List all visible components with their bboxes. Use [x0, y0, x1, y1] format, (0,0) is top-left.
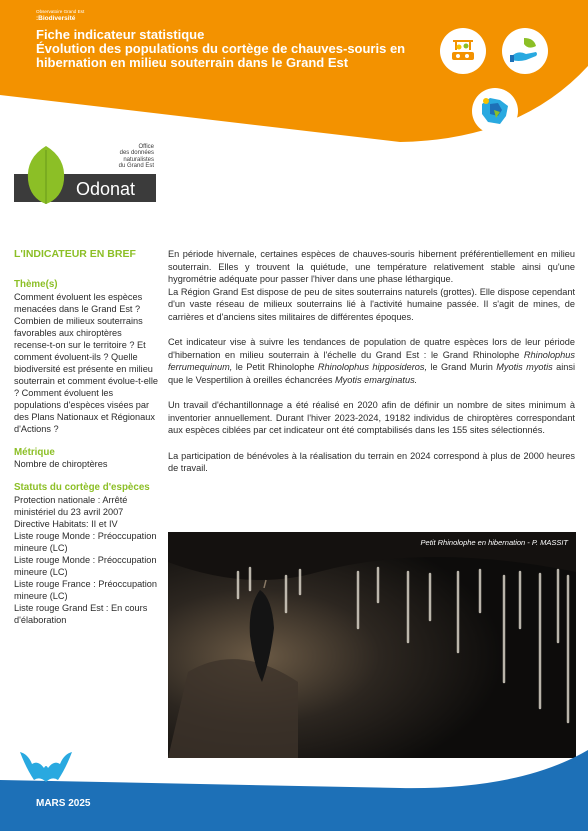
header-band: [0, 0, 588, 150]
footer-band: [0, 740, 588, 831]
statuts-line: Liste rouge Grand Est : En cours d'élaboration: [14, 602, 148, 625]
species-name: Rhinolophus hipposideros,: [317, 362, 428, 372]
blue-footer-shape: [0, 740, 588, 831]
page-title: Évolution des populations du cortège de chauves-souris en hibernation en milieu souterrain dans le Grand Est: [36, 41, 406, 70]
statuts-line: Protection nationale : Arrêté ministériel du 23 avril 2007: [14, 494, 128, 517]
observatoire-line2: :Biodiversité: [36, 14, 76, 22]
leaf-logo-icon: [20, 144, 72, 206]
statuts-line: Directive Habitats: II et IV: [14, 518, 118, 529]
title-block: [36, 28, 426, 70]
theme-text: Comment évoluent les espèces menacées dans le Grand Est ? Combien de milieux souterrains favorables aux chiroptères recense-t-on sur le territoire ? Et comment évoluent-ils ? Quelle biodiversité est présente en milieu souterrain et comment évolue-t-elle ? Comment évoluent les populations d'espèces visées par des Plans Nationaux et Régionaux d'Actions ?: [14, 291, 159, 434]
office-text: Office des données naturalistes du Grand Est: [118, 144, 154, 170]
statuts-list: [14, 494, 160, 626]
odonat-name: Odonat: [76, 179, 136, 199]
photo-caption: Petit Rhinolophe en hibernation - P. MASSIT: [420, 538, 568, 547]
bref-title: L'INDICATEUR EN BREF: [14, 248, 136, 260]
bat-icon: [18, 746, 74, 786]
odonat-logo: [14, 144, 156, 206]
statuts-line: Liste rouge Monde : Préoccupation mineure (LC): [14, 530, 157, 553]
paragraph-2: La Région Grand Est dispose de peu de sites souterrains naturels (grottes). Elle dispose cependant d'un vaste réseau de milieux souterrains lié à l'activité humaine passée. Il s'agit de mines, de carrières et d'anciens sites militaires de différentes époques.: [168, 286, 575, 322]
bat-photo: [168, 532, 576, 758]
statuts-line: Liste rouge France : Préoccupation mineure (LC): [14, 578, 157, 601]
theme-title: Thème(s): [14, 279, 58, 290]
statuts-line: Liste rouge Monde : Préoccupation mineure (LC): [14, 554, 157, 577]
species-name: Rhinolophus ferrumequinum,: [168, 349, 575, 372]
species-name: Myotis myotis: [496, 362, 553, 372]
hand-leaf-icon: [502, 28, 548, 74]
paragraph-1: En période hivernale, certaines espèces de chauves-souris hibernent préférentiellement en milieu souterrain. Elles y trouvent la quiétude, une température relativement stable ainsi qu'une hygrométrie adéquate pour passer l'hiver dans une phase léthargique.: [168, 249, 575, 284]
species-icon: [440, 28, 486, 74]
observatoire-logo: [36, 10, 84, 22]
sidebar: [14, 248, 160, 626]
main-text: [168, 248, 575, 488]
publication-date: MARS 2025: [36, 798, 91, 809]
statuts-title: Statuts du cortège d'espèces: [14, 482, 150, 493]
species-name: Myotis emarginatus.: [335, 374, 418, 385]
fiche-label: Fiche indicateur statistique: [36, 27, 205, 42]
paragraph-5: La participation de bénévoles à la réalisation du terrain en 2024 correspond à plus de 2000 heures de travail.: [168, 450, 575, 473]
observatoire-line1: Observatoire Grand Est: [36, 9, 85, 14]
region-map-icon: [472, 88, 518, 134]
paragraph-4: Un travail d'échantillonnage a été réalisé en 2020 afin de définir un nombre de sites minimum à inventorier annuellement. Durant l'hiver 2023-2024, 19182 individus de chiroptères correspondant aux espèces ciblées par cet indicateur ont été comptabilisés dans les 155 sites sélectionnés.: [168, 400, 575, 435]
metrique-text: Nombre de chiroptères: [14, 459, 108, 469]
metrique-title: Métrique: [14, 446, 55, 458]
paragraph-3: Cet indicateur vise à suivre les tendances de population de quatre espèces lors de leur période d'hibernation en milieu souterrain à l'échelle du Grand Est : le Grand Rhinolophe Rhinolophus ferrumequinum, le Petit Rhinolophe Rhinolophus hipposideros, le Grand Murin Myotis myotis ainsi que le Vespertilion à oreilles échancrées Myotis emarginatus.: [168, 337, 575, 385]
